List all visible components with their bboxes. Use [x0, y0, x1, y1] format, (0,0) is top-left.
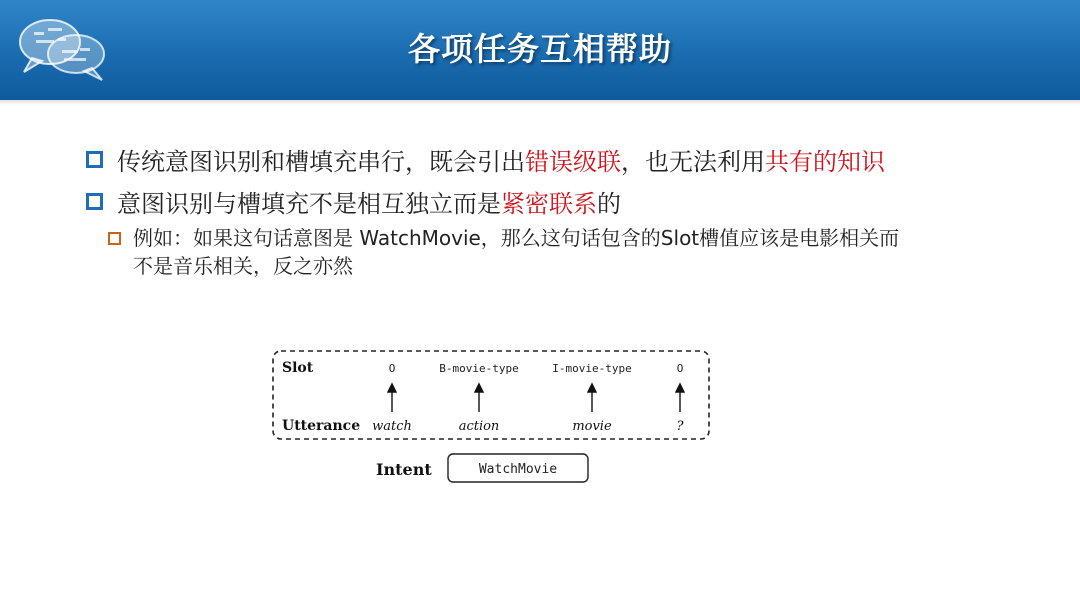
square-sub-bullet-icon [108, 232, 121, 245]
square-bullet-icon [86, 193, 103, 210]
bullet-2-part-3: 的 [597, 190, 621, 218]
bullet-item-2 [86, 184, 621, 219]
sub-bullet-item [108, 224, 899, 280]
utterance-word: action [458, 419, 500, 434]
title-bar-shadow [0, 100, 1080, 105]
arrow-up-icon [676, 384, 684, 412]
utterance-word: movie [572, 419, 612, 434]
sub-bullet-line-1: 例如：如果这句话意图是 WatchMovie，那么这句话包含的Slot槽值应该是电影相关而 [133, 226, 900, 250]
slot-tag: I-movie-type [552, 362, 632, 375]
arrow-up-icon [588, 384, 596, 412]
bullet-1-highlight-error-cascade: 错误级联 [525, 148, 621, 176]
utterance-word: watch [372, 419, 412, 434]
slot-tag: B-movie-type [439, 362, 519, 375]
bullet-1-highlight-shared-knowledge: 共有的知识 [765, 148, 885, 176]
sub-bullet-line-2: 不是音乐相关，反之亦然 [133, 254, 353, 278]
title-bar [0, 0, 1080, 100]
bullet-item-1 [86, 142, 885, 177]
utterance-label: Utterance [282, 418, 361, 434]
square-bullet-icon [86, 151, 103, 168]
arrow-up-icon [388, 384, 396, 412]
utterance-word: ? [676, 419, 684, 434]
slot-label: Slot [282, 360, 314, 376]
bullet-1-part-1: 传统意图识别和槽填充串行，既会引出 [117, 148, 525, 176]
intent-value: WatchMovie [478, 462, 558, 477]
sub-bullet-text [133, 224, 899, 280]
bullet-text-1 [117, 142, 885, 177]
bullet-2-part-1: 意图识别与槽填充不是相互独立而是 [117, 190, 501, 218]
slot-tag: O [388, 362, 396, 375]
slot-tag: O [676, 362, 684, 375]
bullet-text-2 [117, 184, 621, 219]
bullet-1-part-3: ，也无法利用 [621, 148, 765, 176]
bullet-2-highlight-tight-link: 紧密联系 [501, 190, 597, 218]
slot-intent-diagram [270, 348, 712, 498]
arrow-up-icon [475, 384, 483, 412]
intent-label: Intent [376, 460, 432, 479]
slide-title: 各项任务互相帮助 [407, 30, 672, 68]
